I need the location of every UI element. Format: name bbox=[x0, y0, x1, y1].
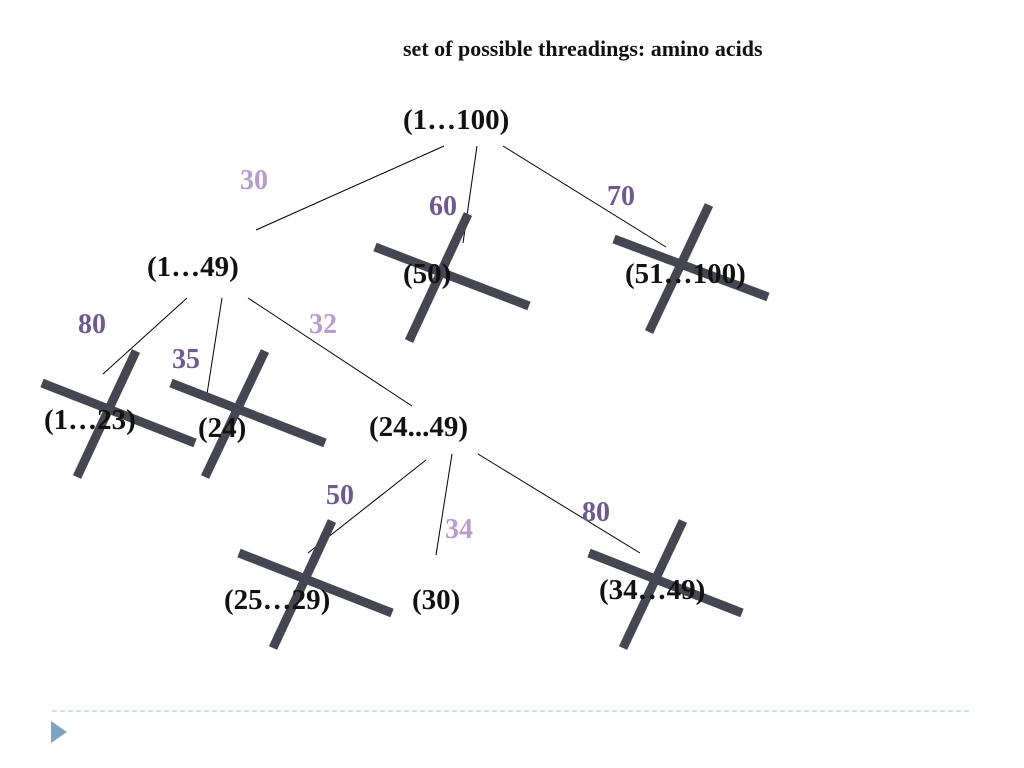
score-35: 35 bbox=[172, 344, 200, 375]
score-70: 70 bbox=[607, 181, 635, 212]
score-60: 60 bbox=[429, 191, 457, 222]
node-1-23: (1…23) bbox=[44, 404, 136, 436]
score-30: 30 bbox=[240, 165, 268, 196]
score-80-left: 80 bbox=[78, 309, 106, 340]
score-50: 50 bbox=[326, 480, 354, 511]
node-24: (24) bbox=[198, 412, 247, 444]
node-50: (50) bbox=[403, 258, 452, 290]
node-1-100: (1…100) bbox=[403, 104, 510, 136]
score-34: 34 bbox=[445, 514, 473, 545]
edge-root-51-100 bbox=[503, 146, 666, 247]
node-34-49: (34…49) bbox=[599, 574, 706, 606]
diagram-caption: set of possible threadings: amino acids bbox=[403, 36, 763, 61]
node-24-49: (24...49) bbox=[369, 411, 469, 443]
edge-root-1-49 bbox=[256, 146, 444, 230]
node-30: (30) bbox=[412, 584, 461, 616]
score-32: 32 bbox=[309, 309, 337, 340]
edge-24-49-34-49 bbox=[478, 454, 640, 553]
score-80-right: 80 bbox=[582, 497, 610, 528]
node-51-100: (51…100) bbox=[625, 258, 746, 290]
node-25-29: (25…29) bbox=[224, 584, 331, 616]
edge-1-49-24 bbox=[207, 298, 222, 394]
node-1-49: (1…49) bbox=[147, 251, 239, 283]
triangle-bullet-icon bbox=[51, 721, 67, 743]
prune-cross-50 bbox=[375, 214, 529, 341]
